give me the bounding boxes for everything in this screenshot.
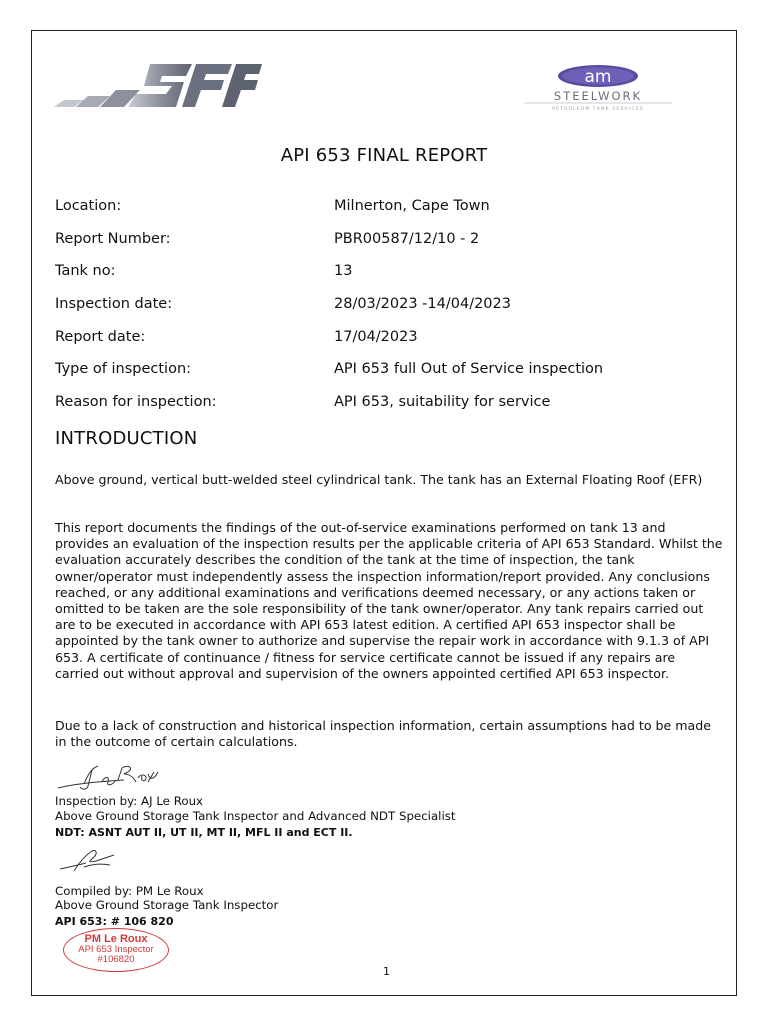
inspector-signature [54,760,164,796]
am-badge-text: am [584,67,612,87]
stamp-number: #106820 [97,954,135,965]
info-row-inspection-date [55,296,715,316]
info-value: 17/04/2023 [334,329,418,345]
inspector-title: Above Ground Storage Tank Inspector and Advanced NDT Specialist [55,809,456,823]
info-label: Location: [55,198,122,214]
page-number: 1 [383,965,390,978]
info-row-report-date [55,329,715,349]
compiler-api-number: API 653: # 106 820 [55,915,174,928]
stamp-role: API 653 Inspector [78,944,154,955]
info-label: Inspection date: [55,296,173,312]
info-value: Milnerton, Cape Town [334,198,490,214]
info-label: Report date: [55,329,146,345]
intro-paragraph-2: This report documents the findings of the out-of-service examinations performed on tank 13 and provides an evaluation of the inspection results per the applicable criteria of API 653 Standard. Whilst the evaluation accurately describes the condition of the tank at the time of inspection, the tank owner/operator must independently assess the inspection information/report provided. Any conclusions reached, or any additional examinations and verifications deemed necessary, or any actions taken or omitted to be taken are the sole responsibility of the tank owner/operator. Any tank repairs carried out are to be executed in accordance with API 653 latest edition. A certified API 653 inspector shall be appointed by the tank owner to authorize and supervise the repair work in accordance with 9.1.3 of API 653. A certificate of continuance / fitness for service certificate cannot be issued if any repairs are carried out without approval and supervision of the owners appointed certified API 653 inspector. [55,520,723,681]
compiler-signature [56,845,126,875]
intro-paragraph-3: Due to a lack of construction and historical inspection information, certain assumptions had to be made in the outcome of certain calculations. [55,718,712,750]
info-value: API 653 full Out of Service inspection [334,361,604,377]
info-value: 13 [334,263,353,279]
am-steelwork-logo [518,63,678,113]
info-value: API 653, suitability for service [334,394,551,410]
info-row-tank-no [55,263,715,283]
info-row-location [55,198,715,218]
stamp-name: PM Le Roux [84,933,148,945]
report-title: API 653 FINAL REPORT [280,145,488,166]
introduction-heading: INTRODUCTION [55,428,198,449]
tagline-text: PETROLEUM TANK SERVICES [552,107,644,112]
compiler-title: Above Ground Storage Tank Inspector [55,898,279,912]
info-value: PBR00587/12/10 - 2 [334,231,480,247]
inspector-qualifications: NDT: ASNT AUT II, UT II, MT II, MFL II and ECT II. [55,826,353,839]
inspector-stamp [63,928,169,972]
sff-logo [54,60,262,112]
page-frame [31,30,737,996]
steelwork-text: STEELWORK [553,89,643,103]
info-row-reason [55,394,715,414]
info-value: 28/03/2023 -14/04/2023 [334,296,511,312]
intro-paragraph-1: Above ground, vertical butt-welded steel cylindrical tank. The tank has an External Floating Roof (EFR) [55,472,703,487]
info-label: Tank no: [55,263,116,279]
info-row-type-of-inspection [55,361,715,381]
info-label: Reason for inspection: [55,394,217,410]
inspector-name: Inspection by: AJ Le Roux [55,794,204,808]
compiler-name: Compiled by: PM Le Roux [55,884,204,898]
info-label: Report Number: [55,231,171,247]
info-label: Type of inspection: [55,361,192,377]
info-row-report-number [55,231,715,251]
